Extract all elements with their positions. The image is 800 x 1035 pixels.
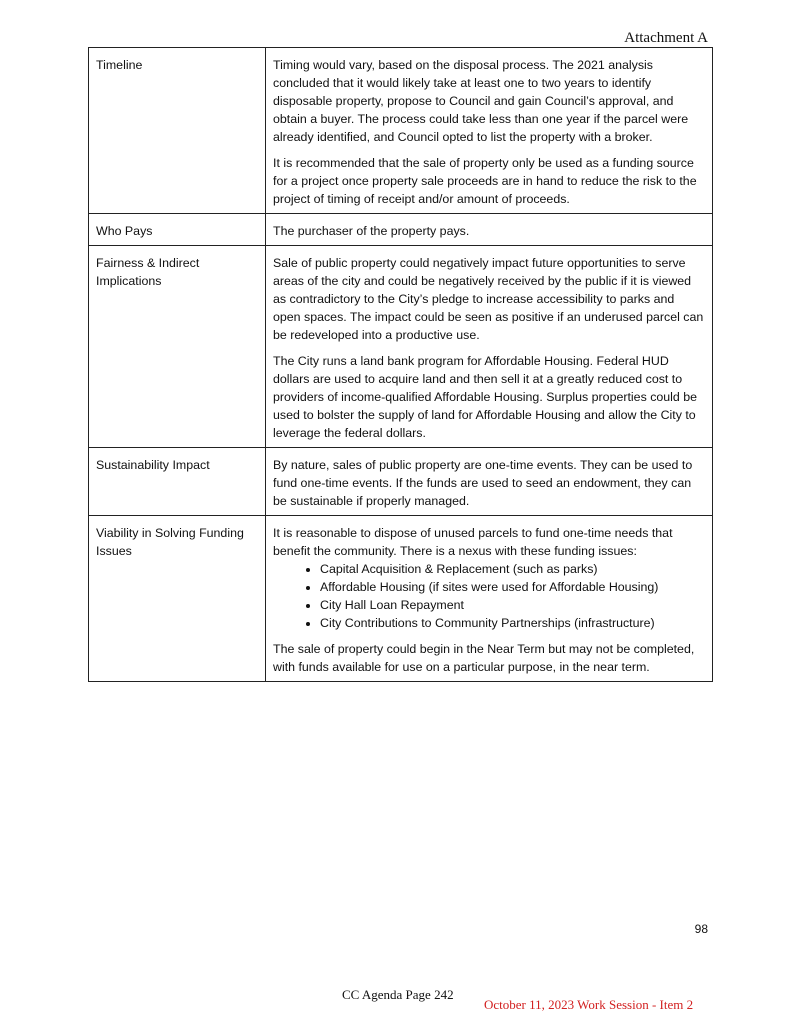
row-label: Fairness & Indirect Implications xyxy=(89,246,266,448)
row-label: Sustainability Impact xyxy=(89,448,266,516)
list-item: • Affordable Housing (if sites were used for Affordable Housing) xyxy=(320,578,705,596)
table-row-fairness xyxy=(89,246,713,448)
paragraph: It is reasonable to dispose of unused parcels to fund one-time needs that benefit the community. There is a nexus with these funding issues: xyxy=(273,526,673,558)
paragraph: The sale of property could begin in the Near Term but may not be completed, with funds available for use on a particular purpose, in the near term. xyxy=(273,642,695,674)
attachment-label: Attachment A xyxy=(624,30,708,46)
agenda-page-label: CC Agenda Page 242 xyxy=(342,987,454,1002)
table-row-viability xyxy=(89,516,713,682)
list-item: • Capital Acquisition & Replacement (such as parks) xyxy=(320,560,705,578)
paragraph: The purchaser of the property pays. xyxy=(273,224,470,238)
paragraph: The City runs a land bank program for Affordable Housing. Federal HUD dollars are used to acquire land and then sell it at a greatly reduced cost to providers of income-qualified Affordable Housing. Surplus properties could be used to bolster the supply of land for Affordable Housing and allow the City to leverage the federal dollars. xyxy=(273,354,698,440)
page-number: 98 xyxy=(694,922,708,936)
row-content xyxy=(266,448,713,516)
list-item: • City Contributions to Community Partnerships (infrastructure) xyxy=(320,614,705,632)
paragraph: By nature, sales of public property are one-time events. They can be used to fund one-time events. If the funds are used to seed an endowment, they can be sustainable if properly managed. xyxy=(273,458,693,508)
row-label: Viability in Solving Funding Issues xyxy=(89,516,266,682)
row-content xyxy=(266,246,713,448)
table-row-timeline xyxy=(89,48,713,214)
row-label: Timeline xyxy=(89,48,266,214)
list-item: • City Hall Loan Repayment xyxy=(320,596,705,614)
table-row-who-pays xyxy=(89,214,713,246)
row-label: Who Pays xyxy=(89,214,266,246)
row-content xyxy=(266,516,713,682)
table-row-sustainability xyxy=(89,448,713,516)
paragraph: Timing would vary, based on the disposal process. The 2021 analysis concluded that it would likely take at least one to two years to identify disposable property, propose to Council and gain Council’s approval, and obtain a buyer. The process could take less than one year if the parcel were already identified, and Council opted to list the property with a broker. xyxy=(273,58,689,144)
row-content xyxy=(266,48,713,214)
paragraph: Sale of public property could negatively impact future opportunities to serve areas of the city and could be negatively received by the public if it is viewed as contradictory to the City’s pledge to increase accessibility to parks and open spaces. The impact could be seen as positive if an underused parcel can be redeveloped into a productive use. xyxy=(273,256,704,342)
nexus-list xyxy=(273,560,705,632)
row-content xyxy=(266,214,713,246)
paragraph: It is recommended that the sale of property only be used as a funding source for a project once property sale proceeds are in hand to reduce the risk to the project of timing of receipt and/or amount of proceeds. xyxy=(273,156,697,206)
funding-option-table xyxy=(88,47,713,682)
work-session-label: October 11, 2023 Work Session - Item 2 xyxy=(484,997,694,1012)
